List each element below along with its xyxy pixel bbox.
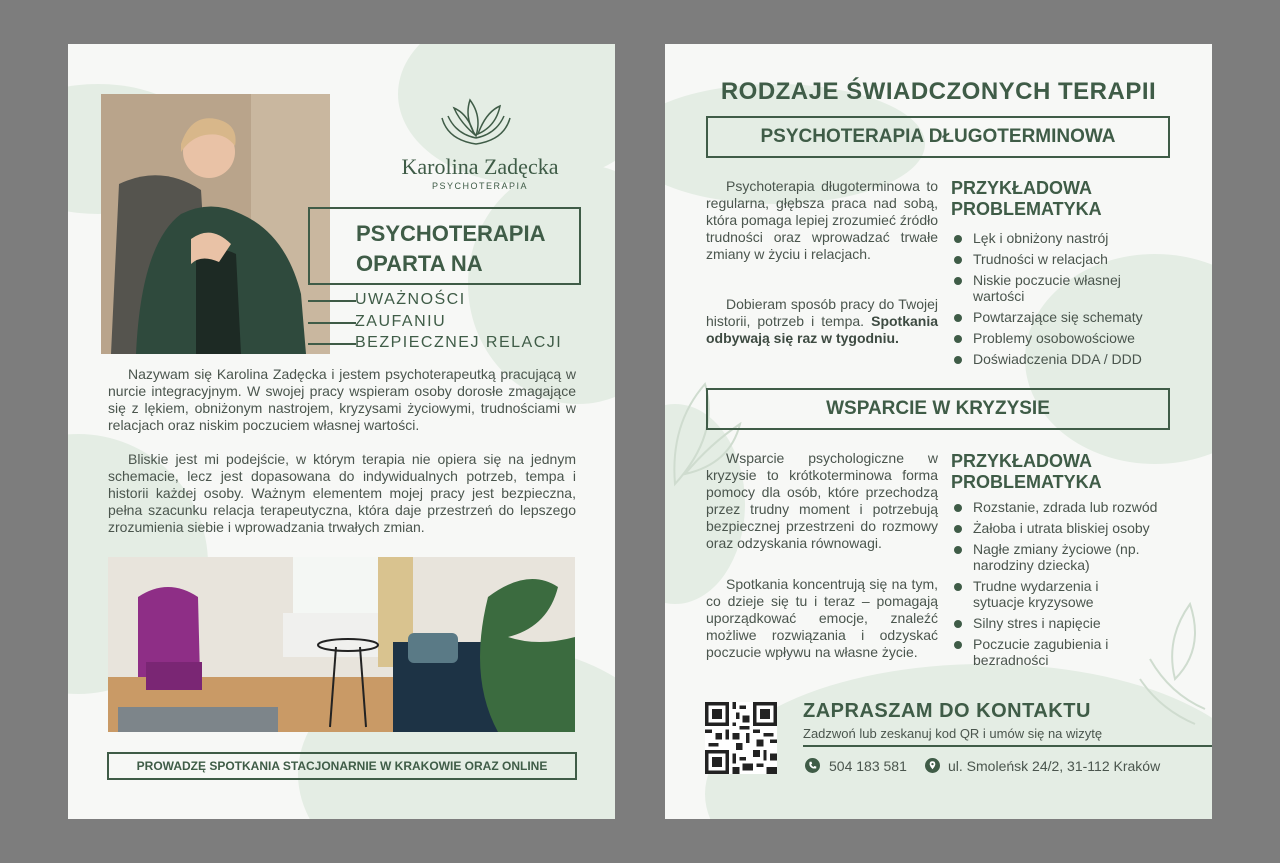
list-item: Nagłe zmiany życiowe (np. narodziny dziecka) [951, 541, 1143, 573]
list-item: Rozstanie, zdrada lub rozwód [951, 499, 1191, 515]
crisis-header: WSPARCIE W KRYZYSIE [706, 388, 1170, 430]
contact-title: ZAPRASZAM DO KONTAKTU [803, 700, 1091, 722]
phone-number[interactable]: 504 183 581 [829, 758, 907, 774]
list-item: Lęk i obniżony nastrój [951, 230, 1191, 246]
portrait-illustration [101, 94, 330, 354]
contact-subtitle: Zadzwoń lub zeskanuj kod QR i umów się na wizytę [803, 726, 1103, 741]
crisis-problems-title: PRZYKŁADOWA PROBLEMATYKA [951, 451, 1102, 492]
therapies-title: RODZAJE ŚWIADCZONYCH TERAPII [720, 78, 1157, 105]
pillar-safe-relationship: BEZPIECZNEJ RELACJI [355, 334, 563, 351]
flyer-front-page [68, 44, 615, 819]
headline-line1: PSYCHOTERAPIA [356, 221, 546, 246]
qr-code-icon[interactable] [705, 702, 777, 774]
crisis-paragraph: Wsparcie psychologiczne w kryzysie to krótkoterminowa forma pomocy dla osób, które przechodzą przez trudny moment i potrzebują bezpiecznej przestrzeni do rozmowy oraz odzyskania równowagi. [706, 450, 938, 551]
long-term-approach-text: Dobieram sposób pracy do Twojej historii, potrzeb i tempa. [706, 296, 938, 329]
phone-icon [805, 758, 820, 773]
list-item: Poczucie zagubienia i bezradności [951, 636, 1143, 668]
pillar-connector-line [308, 322, 356, 324]
approach-paragraph: Bliskie jest mi podejście, w którym terapia nie opiera się na jednym schemacie, lecz jest dopasowana do indywidualnych potrzeb, tempa i historii każdej osoby. Ważnym elementem mojej pracy jest bezpieczna, pełna szacunku relacja terapeutyczna, która daje przestrzeń do lepszego zrozumienia siebie i wprowadzania trwałych zmian. [108, 451, 576, 535]
long-term-approach-paragraph [706, 296, 938, 347]
long-term-frequency-text: Spotkania odbywają się raz w tygodniu. [706, 313, 939, 346]
pillar-trust: ZAUFANIU [355, 313, 447, 330]
contact-divider [803, 745, 1212, 747]
pillar-mindfulness: UWAŻNOŚCI [355, 291, 466, 308]
headline-line2: OPARTA NA [356, 251, 483, 276]
long-term-problems-list [951, 230, 1191, 372]
logo-name: Karolina Zadęcka [401, 154, 559, 179]
list-item: Niskie poczucie własnej wartości [951, 272, 1163, 304]
list-item: Problemy osobowościowe [951, 330, 1191, 346]
locations-banner: PROWADZĘ SPOTKANIA STACJONARNIE W KRAKOWIE ORAZ ONLINE [107, 752, 577, 780]
long-term-problems-title: PRZYKŁADOWA PROBLEMATYKA [951, 178, 1102, 219]
intro-paragraph: Nazywam się Karolina Zadęcka i jestem psychoterapeutką pracującą w nurcie integracyjnym. W swojej pracy wspieram osoby dorosłe zmagające się z lękiem, obniżonym nastrojem, kryzysami życiowymi, trudnościami w relacjach oraz niskim poczuciem własnej wartości. [108, 366, 576, 433]
address: ul. Smoleńsk 24/2, 31-112 Kraków [948, 758, 1161, 774]
long-term-header: PSYCHOTERAPIA DŁUGOTERMINOWA [706, 116, 1170, 158]
therapist-portrait-photo [101, 94, 330, 354]
pillar-connector-line [308, 343, 356, 345]
logo-subtitle: PSYCHOTERAPIA [431, 181, 529, 191]
hands-leaves-logo-icon [434, 88, 518, 148]
crisis-focus-paragraph: Spotkania koncentrują się na tym, co dzieje się tu i teraz – pomagają uporządkować emocje, znaleźć możliwe rozwiązania i odzyskać poczucie wpływu na własne życie. [706, 576, 938, 660]
list-item: Doświadczenia DDA / DDD [951, 351, 1191, 367]
list-item: Powtarzające się schematy [951, 309, 1191, 325]
therapy-room-photo [108, 557, 575, 732]
room-illustration [108, 557, 575, 732]
long-term-paragraph: Psychoterapia długoterminowa to regularna, głębsza praca nad sobą, która pomaga lepiej zrozumieć źródło trudności oraz wprowadzać trwałe zmiany w życiu i relacjach. [706, 178, 938, 262]
list-item: Trudności w relacjach [951, 251, 1191, 267]
headline-box [308, 207, 581, 285]
location-pin-icon [925, 758, 940, 773]
list-item: Silny stres i napięcie [951, 615, 1191, 631]
list-item: Żałoba i utrata bliskiej osoby [951, 520, 1191, 536]
list-item: Trudne wydarzenia i sytuacje kryzysowe [951, 578, 1143, 610]
flyer-back-page [665, 44, 1212, 819]
crisis-problems-list [951, 499, 1191, 673]
pillar-connector-line [308, 300, 356, 302]
